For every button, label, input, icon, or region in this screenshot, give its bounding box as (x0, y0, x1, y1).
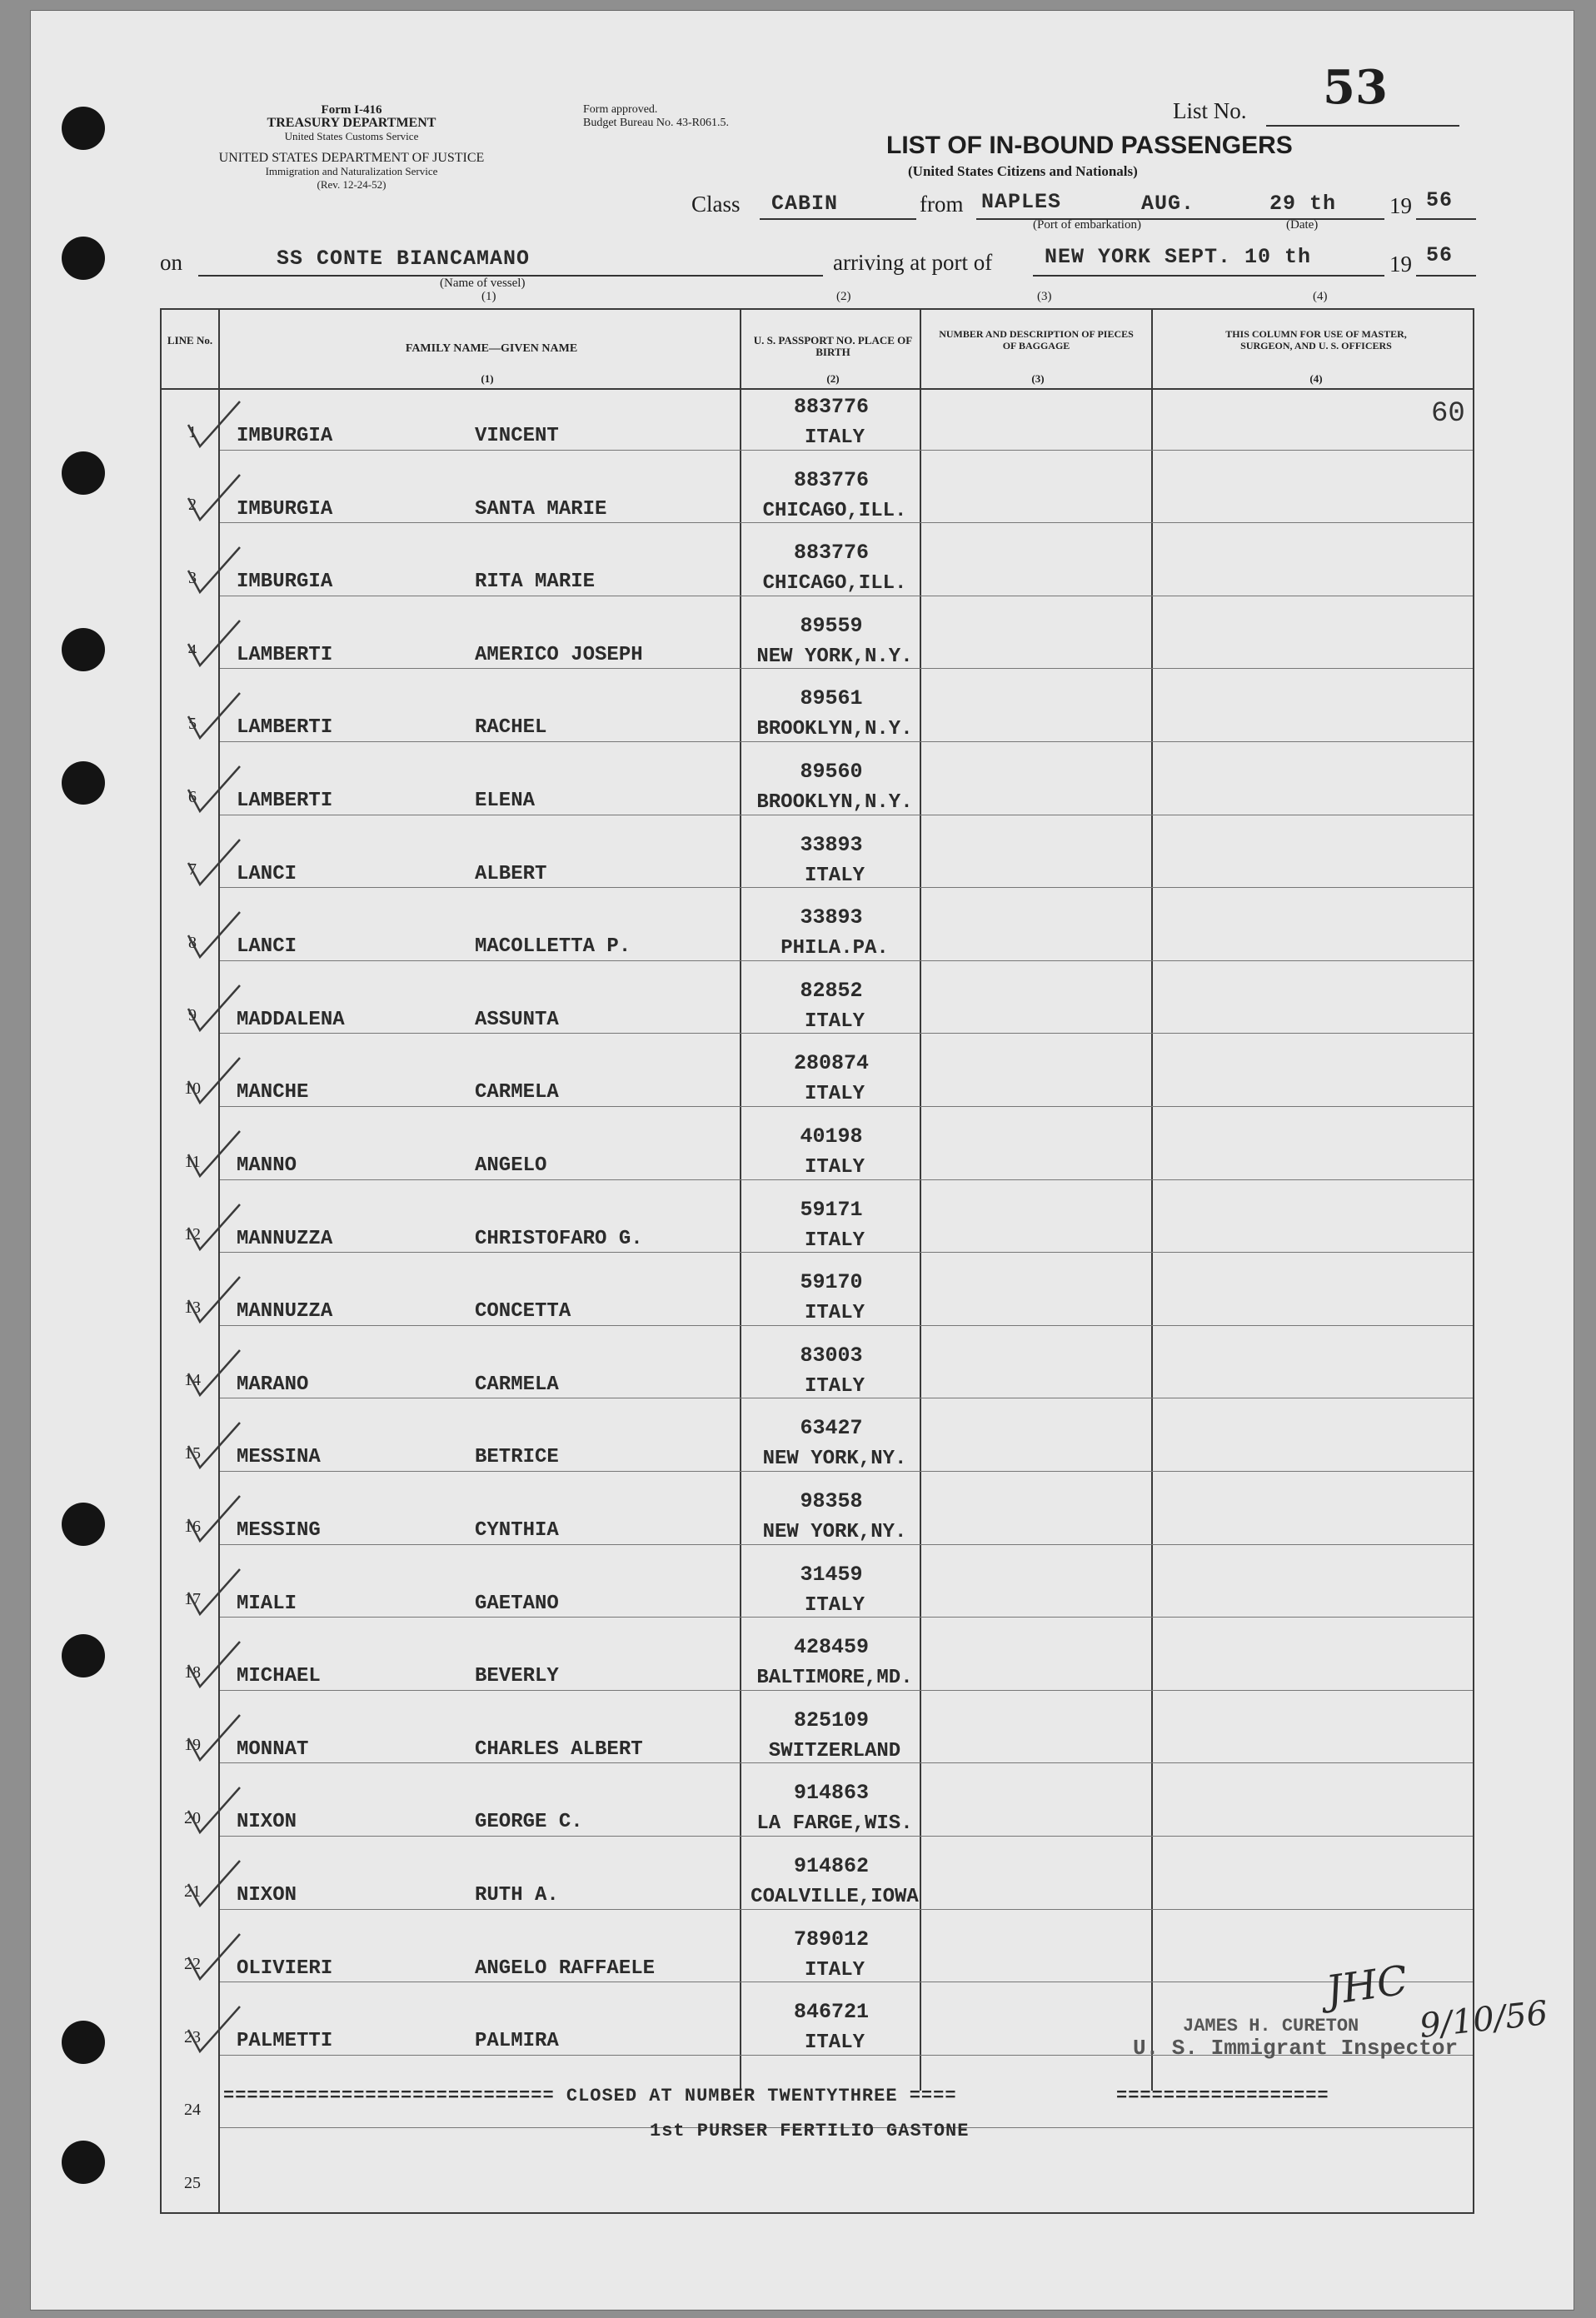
line-number: 14 (184, 1371, 201, 1390)
vessel-caption-number: (1) (481, 290, 496, 303)
check-mark-icon (185, 1421, 243, 1471)
row-divider (220, 1179, 1473, 1180)
table-header-border (160, 388, 1474, 390)
closing-line: ============================ CLOSED AT NUMBER TWENTYTHREE ==== (223, 2086, 957, 2106)
from-label: from (920, 192, 964, 217)
year-value-2: 56 (1426, 243, 1454, 267)
list-no-label: List No. (1173, 98, 1247, 123)
col-officers: THIS COLUMN FOR USE OF MASTER, SURGEON, AND U. S. OFFICERS (1225, 328, 1407, 351)
check-mark-icon (185, 1129, 243, 1179)
passport-number: 428459 (793, 1635, 869, 1660)
col-baggage: NUMBER AND DESCRIPTION OF PIECES OF BAGGAGE (939, 328, 1134, 351)
passport-number: 89559 (800, 613, 863, 638)
margin-note: 60 (1431, 398, 1465, 430)
passport-number: 280874 (793, 1051, 869, 1076)
family-name: MIALI (237, 1592, 297, 1615)
passport-number: 883776 (793, 467, 869, 492)
baggage-divider (1151, 308, 1153, 2091)
row-divider (220, 1617, 1473, 1618)
line-number: 21 (184, 1882, 201, 1901)
port-of-embarkation: NAPLES (981, 190, 1062, 214)
check-mark-icon (185, 1494, 243, 1544)
passport-number: 31459 (800, 1562, 863, 1587)
row-divider (220, 1471, 1473, 1472)
date-caption: (Date) (1286, 218, 1319, 232)
arrival-underline (1033, 275, 1384, 277)
inspector-name: JAMES H. CURETON (1183, 2016, 1359, 2036)
passport-number: 825109 (793, 1707, 869, 1732)
form-approval (583, 103, 729, 130)
check-mark-icon (185, 1640, 243, 1690)
place-of-birth: ITALY (804, 864, 865, 887)
given-name: CHRISTOFARO G. (475, 1227, 643, 1250)
given-name: SANTA MARIE (475, 497, 607, 521)
purser-line: 1st PURSER FERTILIO GASTONE (650, 2121, 970, 2141)
col-name: FAMILY NAME—GIVEN NAME (405, 342, 578, 355)
caption-3: (3) (1037, 290, 1052, 303)
arrival-port: NEW YORK SEPT. 10 th (1045, 245, 1312, 269)
embarkation-day: 29 th (1269, 192, 1337, 216)
check-mark-icon (185, 1568, 243, 1618)
inspector-initials: JHC (1323, 1957, 1411, 2015)
given-name: ANGELO RAFFAELE (475, 1957, 656, 1980)
place-of-birth: ITALY (804, 1009, 865, 1033)
check-mark-icon (185, 984, 243, 1034)
place-of-birth: NEW YORK,NY. (762, 1521, 907, 1543)
year-value: 56 (1426, 188, 1454, 212)
given-name: RUTH A. (475, 1884, 559, 1907)
check-mark-icon (185, 765, 243, 815)
class-underline (760, 218, 916, 220)
line-number: 2 (188, 496, 197, 515)
check-mark-icon (185, 1203, 243, 1253)
place-of-birth: BALTIMORE,MD. (756, 1667, 913, 1690)
place-of-birth: ITALY (804, 1593, 865, 1617)
line-number: 6 (188, 787, 197, 806)
line-number: 5 (188, 715, 197, 733)
line-number: 20 (184, 1809, 201, 1827)
place-of-birth: BROOKLYN,N.Y. (756, 718, 913, 741)
check-mark-icon (185, 619, 243, 669)
line-number: 16 (184, 1517, 201, 1536)
family-name: MARANO (237, 1373, 309, 1396)
check-mark-icon (185, 1713, 243, 1763)
line-number: 15 (184, 1444, 201, 1463)
line-number: 9 (188, 1006, 197, 1025)
passport-number: 83003 (800, 1343, 863, 1368)
arriving-label: arriving at port of (833, 250, 993, 275)
year-underline-2 (1416, 275, 1476, 277)
form-approved: Form approved. (583, 103, 658, 116)
customs-service: United States Customs Service (284, 130, 419, 142)
check-mark-icon (185, 1786, 243, 1836)
table-left-border (160, 308, 162, 2214)
check-mark-icon (185, 1275, 243, 1325)
place-of-birth: CHICAGO,ILL. (762, 572, 907, 596)
row-divider (220, 960, 1473, 961)
passport-number: 89560 (800, 760, 863, 784)
place-of-birth: ITALY (804, 1156, 865, 1179)
on-label: on (160, 250, 182, 275)
passport-number: 82852 (800, 978, 863, 1003)
caption-4: (4) (1313, 290, 1328, 303)
row-divider (220, 522, 1473, 523)
family-name: MADDALENA (237, 1008, 345, 1031)
family-name: IMBURGIA (237, 425, 333, 447)
passport-number: 59170 (800, 1270, 863, 1295)
passport-number: 883776 (793, 395, 869, 419)
table-right-border (1473, 308, 1474, 2214)
place-of-birth: ITALY (804, 1083, 865, 1106)
given-name: ASSUNTA (475, 1008, 559, 1031)
inspector-title: U. S. Immigrant Inspector (1133, 2036, 1459, 2061)
passport-number: 914863 (793, 1781, 869, 1806)
given-name: MACOLLETTA P. (475, 935, 631, 959)
row-divider (220, 887, 1473, 888)
place-of-birth: COALVILLE,IOWA (751, 1886, 919, 1908)
family-name: MANCHE (237, 1081, 309, 1104)
vessel-name: SS CONTE BIANCAMANO (277, 247, 531, 271)
col-passport: U. S. PASSPORT NO. PLACE OF BIRTH (753, 334, 913, 358)
row-divider (220, 1252, 1473, 1253)
line-number: 18 (184, 1662, 201, 1682)
ins-service: Immigration and Naturalization Service (265, 165, 438, 177)
check-mark-icon (185, 400, 243, 450)
list-subtitle: (United States Citizens and Nationals) (908, 163, 1138, 179)
given-name: CHARLES ALBERT (475, 1737, 643, 1761)
line-number: 23 (184, 2027, 201, 2046)
col-line-no: LINE No. (167, 334, 213, 346)
given-name: CARMELA (475, 1081, 559, 1104)
name-divider (740, 308, 741, 2091)
place-of-birth: CHICAGO,ILL. (762, 499, 907, 522)
col-3-number: (3) (1031, 372, 1045, 385)
form-identification (160, 103, 543, 192)
given-name: CONCETTA (475, 1300, 571, 1324)
row-divider (220, 1544, 1473, 1545)
binder-hole (62, 107, 105, 150)
binder-hole (62, 2141, 105, 2184)
family-name: LAMBERTI (237, 716, 333, 740)
line-number: 13 (184, 1298, 201, 1317)
given-name: RITA MARIE (475, 571, 596, 594)
row-divider (220, 741, 1473, 742)
place-of-birth: LA FARGE,WIS. (756, 1812, 913, 1836)
list-number: 53 (1323, 60, 1388, 115)
passport-number: 789012 (793, 1927, 869, 1952)
given-name: AMERICO JOSEPH (475, 643, 643, 666)
line-number: 24 (184, 2101, 201, 2120)
given-name: BETRICE (475, 1446, 559, 1469)
class-value: CABIN (771, 192, 839, 216)
class-label: Class (691, 192, 741, 217)
family-name: MANNUZZA (237, 1300, 333, 1324)
year-underline (1416, 218, 1476, 220)
row-divider (220, 1325, 1473, 1326)
row-divider (220, 1762, 1473, 1763)
line-number: 1 (188, 422, 197, 441)
binder-hole (62, 451, 105, 495)
given-name: GAETANO (475, 1592, 559, 1615)
given-name: CYNTHIA (475, 1519, 559, 1542)
binder-hole (62, 761, 105, 805)
check-mark-icon (185, 1348, 243, 1398)
row-divider (220, 450, 1473, 451)
row-divider (220, 1033, 1473, 1034)
passport-number: 89561 (800, 686, 863, 711)
check-mark-icon (185, 473, 243, 523)
inspection-date: 9/10/56 (1418, 1994, 1550, 2046)
col-1-number: (1) (481, 372, 494, 385)
binder-hole (62, 1503, 105, 1546)
passport-number: 883776 (793, 541, 869, 566)
table-bottom-border (160, 2212, 1474, 2214)
table-top-border (160, 308, 1474, 310)
family-name: MANNUZZA (237, 1227, 333, 1250)
line-number: 11 (184, 1152, 201, 1171)
place-of-birth: ITALY (804, 1302, 865, 1325)
line-number: 17 (184, 1590, 201, 1609)
check-mark-icon (185, 691, 243, 741)
line-number: 22 (184, 1955, 201, 1974)
family-name: MESSINA (237, 1446, 321, 1469)
family-name: MESSING (237, 1519, 321, 1542)
family-name: OLIVIERI (237, 1957, 333, 1980)
line-number: 25 (184, 2174, 201, 2192)
place-of-birth: ITALY (804, 1958, 865, 1982)
family-name: LAMBERTI (237, 790, 333, 812)
given-name: RACHEL (475, 716, 547, 740)
passport-number: 33893 (800, 905, 863, 930)
row-divider (220, 1909, 1473, 1910)
check-mark-icon (185, 2005, 243, 2055)
budget-bureau: Budget Bureau No. 43-R061.5. (583, 117, 729, 129)
family-name: LANCI (237, 935, 297, 959)
row-divider (220, 1836, 1473, 1837)
family-name: MICHAEL (237, 1665, 321, 1688)
given-name: BEVERLY (475, 1665, 559, 1688)
family-name: MANNO (237, 1154, 297, 1177)
family-name: PALMETTI (237, 2030, 333, 2053)
treasury-dept: TREASURY DEPARTMENT (267, 116, 436, 130)
port-caption: (Port of embarkation) (1033, 218, 1141, 232)
family-name: LAMBERTI (237, 643, 333, 666)
place-of-birth: PHILA.PA. (781, 937, 889, 960)
revision-date: (Rev. 12-24-52) (317, 178, 387, 191)
row-divider (220, 668, 1473, 669)
given-name: GEORGE C. (475, 1811, 583, 1834)
check-mark-icon (185, 1056, 243, 1106)
line-number: 19 (184, 1736, 201, 1755)
passport-number: 98358 (800, 1489, 863, 1513)
line-number: 3 (188, 568, 197, 587)
passport-number: 59171 (800, 1197, 863, 1222)
place-of-birth: ITALY (804, 1374, 865, 1398)
given-name: CARMELA (475, 1373, 559, 1396)
family-name: LANCI (237, 862, 297, 885)
vessel-caption: (Name of vessel) (440, 277, 526, 290)
given-name: ELENA (475, 790, 536, 812)
given-name: VINCENT (475, 425, 559, 447)
year-prefix-2: 19 (1389, 252, 1412, 277)
row-divider (220, 1690, 1473, 1691)
given-name: ALBERT (475, 862, 547, 885)
binder-hole (62, 628, 105, 671)
place-of-birth: BROOKLYN,N.Y. (756, 791, 913, 814)
check-mark-icon (185, 910, 243, 960)
caption-2: (2) (836, 290, 851, 303)
year-prefix: 19 (1389, 193, 1412, 218)
family-name: NIXON (237, 1884, 297, 1907)
family-name: MONNAT (237, 1737, 309, 1761)
passport-number: 33893 (800, 832, 863, 857)
given-name: ANGELO (475, 1154, 547, 1177)
col-4-number: (4) (1309, 372, 1323, 385)
line-number: 10 (184, 1079, 201, 1098)
justice-dept: UNITED STATES DEPARTMENT OF JUSTICE (218, 151, 485, 165)
col-2-number: (2) (826, 372, 840, 385)
check-mark-icon (185, 1859, 243, 1909)
family-name: IMBURGIA (237, 571, 333, 594)
family-name: NIXON (237, 1811, 297, 1834)
line-number: 12 (184, 1225, 201, 1244)
binder-hole (62, 237, 105, 280)
place-of-birth: ITALY (804, 426, 865, 449)
place-of-birth: SWITZERLAND (768, 1739, 901, 1762)
line-number: 7 (188, 860, 197, 880)
place-of-birth: ITALY (804, 1229, 865, 1252)
form-number: Form I-416 (321, 103, 382, 117)
list-no-underline (1266, 125, 1459, 127)
passport-number: 63427 (800, 1416, 863, 1441)
place-of-birth: NEW YORK,N.Y. (756, 645, 913, 668)
passport-number: 40198 (800, 1124, 863, 1149)
place-of-birth: ITALY (804, 2031, 865, 2055)
closing-line-continuation: ================== (1116, 2086, 1329, 2106)
passport-number: 846721 (793, 2000, 869, 2025)
binder-hole (62, 1634, 105, 1677)
list-title: LIST OF IN-BOUND PASSENGERS (886, 132, 1293, 159)
line-number: 4 (188, 641, 197, 661)
place-of-birth: NEW YORK,NY. (762, 1448, 907, 1471)
given-name: PALMIRA (475, 2030, 559, 2053)
row-divider (220, 1106, 1473, 1107)
embarkation-month: AUG. (1141, 192, 1195, 216)
binder-hole (62, 2021, 105, 2064)
check-mark-icon (185, 546, 243, 596)
passport-number: 914862 (793, 1854, 869, 1878)
line-number: 8 (188, 933, 197, 952)
family-name: IMBURGIA (237, 497, 333, 521)
check-mark-icon (185, 1932, 243, 1982)
check-mark-icon (185, 838, 243, 888)
